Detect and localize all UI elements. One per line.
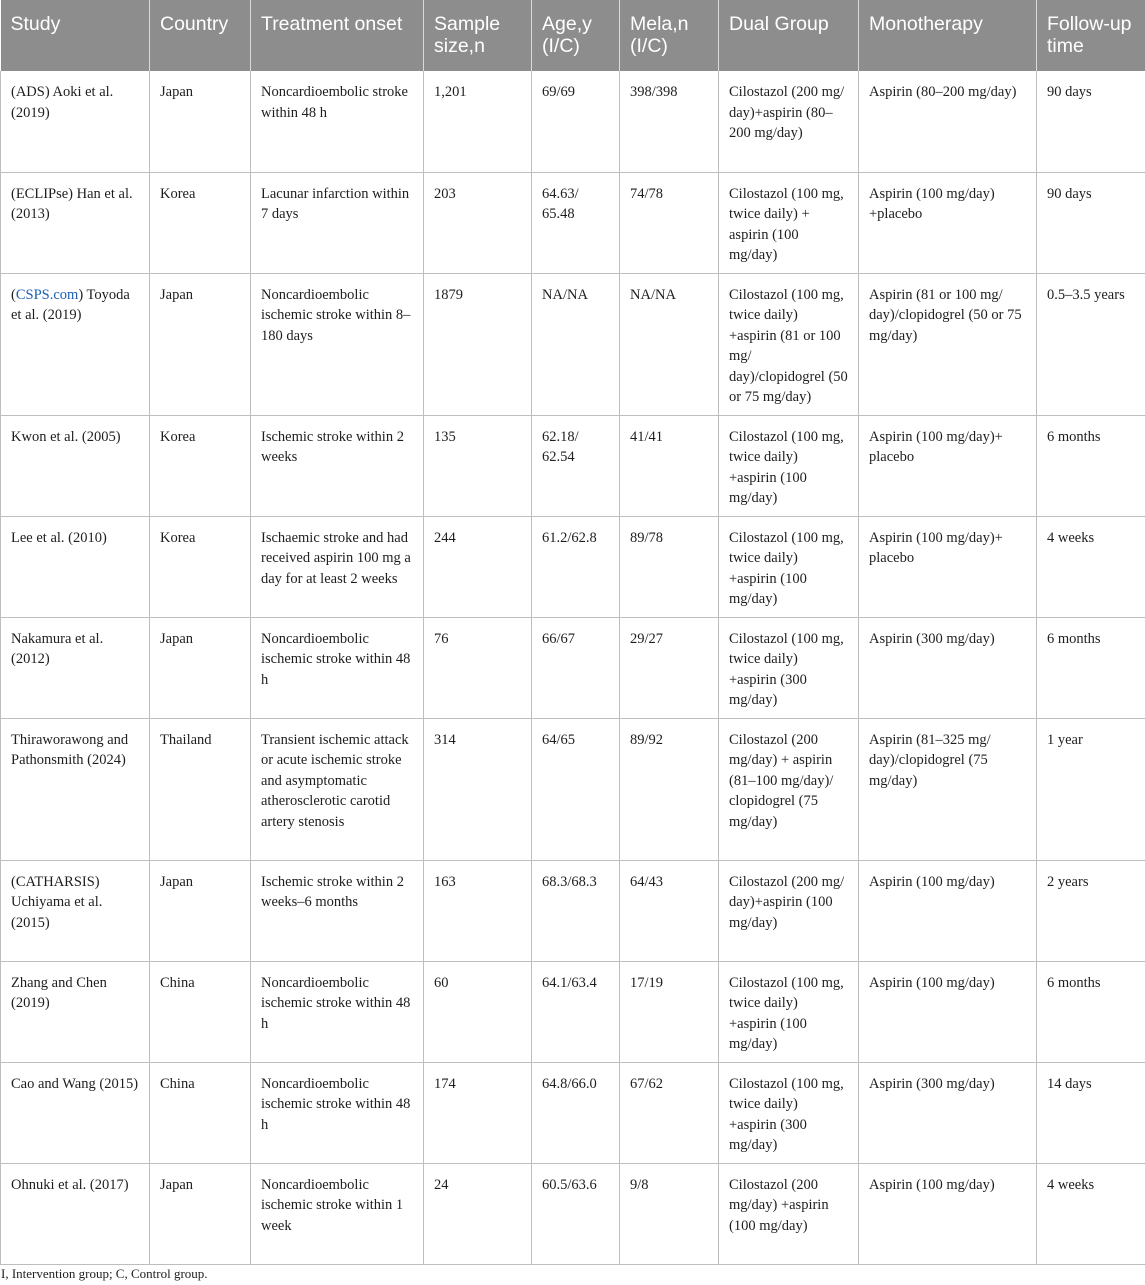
cell-sample-size: 76 xyxy=(424,617,532,718)
cell-follow-up-time: 90 days xyxy=(1037,172,1145,273)
cell-dual-group: Cilostazol (100 mg, twice daily) +aspirin (300 mg/day) xyxy=(719,1062,859,1163)
cell-follow-up-time: 0.5–3.5 years xyxy=(1037,273,1145,415)
cell-study xyxy=(1,1062,150,1163)
cell-mela: 74/78 xyxy=(620,172,719,273)
cell-study xyxy=(1,617,150,718)
study-text: Nakamura et al. (2012) xyxy=(11,630,104,667)
column-header-age[interactable]: Age,y (I/C) xyxy=(532,0,620,71)
cell-monotherapy: Aspirin (81–325 mg/ day)/clopidogrel (75 mg/day) xyxy=(859,718,1037,860)
cell-follow-up-time: 4 weeks xyxy=(1037,1163,1145,1264)
cell-follow-up-time: 90 days xyxy=(1037,71,1145,172)
cell-study xyxy=(1,1163,150,1264)
cell-mela: 17/19 xyxy=(620,961,719,1062)
cell-mela: 67/62 xyxy=(620,1062,719,1163)
study-text: Zhang and Chen (2019) xyxy=(11,974,107,1011)
cell-monotherapy: Aspirin (300 mg/day) xyxy=(859,1062,1037,1163)
column-header-mela[interactable]: Mela,n (I/C) xyxy=(620,0,719,71)
cell-dual-group: Cilostazol (200 mg/ day)+aspirin (100 mg/day) xyxy=(719,860,859,961)
column-header-study[interactable]: Study xyxy=(1,0,150,71)
study-text: Lee et al. (2010) xyxy=(11,529,107,546)
cell-monotherapy: Aspirin (100 mg/day)+ placebo xyxy=(859,516,1037,617)
cell-country: Japan xyxy=(150,273,251,415)
column-header-sample-size[interactable]: Sample size,n xyxy=(424,0,532,71)
cell-sample-size: 174 xyxy=(424,1062,532,1163)
study-text: (CATHARSIS) Uchiyama et al. (2015) xyxy=(11,873,103,931)
cell-dual-group: Cilostazol (100 mg, twice daily) +aspirin (100 mg/day) xyxy=(719,415,859,516)
cell-mela: 89/92 xyxy=(620,718,719,860)
cell-monotherapy: Aspirin (100 mg/day)+ placebo xyxy=(859,415,1037,516)
cell-country: Korea xyxy=(150,415,251,516)
cell-study xyxy=(1,718,150,860)
cell-age: 64.63/ 65.48 xyxy=(532,172,620,273)
cell-sample-size: 1879 xyxy=(424,273,532,415)
table-row xyxy=(1,71,1145,172)
cell-dual-group: Cilostazol (200 mg/day) +aspirin (100 mg/day) xyxy=(719,1163,859,1264)
cell-mela: 29/27 xyxy=(620,617,719,718)
cell-treatment-onset: Noncardioembolic ischemic stroke within 48 h xyxy=(251,961,424,1062)
cell-sample-size: 244 xyxy=(424,516,532,617)
cell-treatment-onset: Ischaemic stroke and had received aspirin 100 mg a day for at least 2 weeks xyxy=(251,516,424,617)
cell-follow-up-time: 6 months xyxy=(1037,961,1145,1062)
header-row xyxy=(1,0,1145,71)
cell-follow-up-time: 6 months xyxy=(1037,415,1145,516)
cell-age: 64.8/66.0 xyxy=(532,1062,620,1163)
cell-mela: 64/43 xyxy=(620,860,719,961)
cell-country: Japan xyxy=(150,1163,251,1264)
cell-treatment-onset: Lacunar infarction within 7 days xyxy=(251,172,424,273)
cell-treatment-onset: Noncardioembolic ischemic stroke within 1 week xyxy=(251,1163,424,1264)
study-text: Ohnuki et al. (2017) xyxy=(11,1176,129,1193)
study-text: Kwon et al. (2005) xyxy=(11,428,121,445)
cell-age: 69/69 xyxy=(532,71,620,172)
cell-treatment-onset: Ischemic stroke within 2 weeks–6 months xyxy=(251,860,424,961)
cell-age: 64/65 xyxy=(532,718,620,860)
table-row xyxy=(1,718,1145,860)
column-header-treatment-onset[interactable]: Treatment onset xyxy=(251,0,424,71)
cell-country: China xyxy=(150,1062,251,1163)
table-row xyxy=(1,172,1145,273)
cell-study xyxy=(1,516,150,617)
table-body xyxy=(1,71,1145,1264)
cell-age: 61.2/62.8 xyxy=(532,516,620,617)
cell-study xyxy=(1,415,150,516)
cell-dual-group: Cilostazol (100 mg, twice daily) +aspirin (100 mg/day) xyxy=(719,961,859,1062)
cell-dual-group: Cilostazol (200 mg/ day)+aspirin (80–200 mg/day) xyxy=(719,71,859,172)
column-header-monotherapy[interactable]: Monotherapy xyxy=(859,0,1037,71)
cell-follow-up-time: 2 years xyxy=(1037,860,1145,961)
cell-country: Korea xyxy=(150,516,251,617)
cell-treatment-onset: Noncardioembolic ischemic stroke within 8–180 days xyxy=(251,273,424,415)
cell-mela: NA/NA xyxy=(620,273,719,415)
cell-age: 64.1/63.4 xyxy=(532,961,620,1062)
cell-monotherapy: Aspirin (81 or 100 mg/ day)/clopidogrel (50 or 75 mg/day) xyxy=(859,273,1037,415)
table-footnote: I, Intervention group; C, Control group. xyxy=(1,1266,208,1281)
table-row xyxy=(1,273,1145,415)
cell-study xyxy=(1,273,150,415)
cell-mela: 41/41 xyxy=(620,415,719,516)
study-text: Cao and Wang (2015) xyxy=(11,1075,139,1092)
cell-follow-up-time: 1 year xyxy=(1037,718,1145,860)
cell-sample-size: 314 xyxy=(424,718,532,860)
cell-study xyxy=(1,172,150,273)
study-text: Thiraworawong and Pathonsmith (2024) xyxy=(11,731,129,768)
cell-country: China xyxy=(150,961,251,1062)
cell-sample-size: 24 xyxy=(424,1163,532,1264)
study-text: (ECLIPse) Han et al. (2013) xyxy=(11,185,133,222)
cell-monotherapy: Aspirin (100 mg/day) xyxy=(859,1163,1037,1264)
cell-monotherapy: Aspirin (100 mg/day) +placebo xyxy=(859,172,1037,273)
cell-mela: 89/78 xyxy=(620,516,719,617)
cell-country: Thailand xyxy=(150,718,251,860)
cell-study xyxy=(1,860,150,961)
cell-mela: 398/398 xyxy=(620,71,719,172)
cell-mela: 9/8 xyxy=(620,1163,719,1264)
cell-age: 68.3/68.3 xyxy=(532,860,620,961)
table-row xyxy=(1,860,1145,961)
cell-treatment-onset: Transient ischemic attack or acute ischemic stroke and asymptomatic atherosclerotic carotid artery stenosis xyxy=(251,718,424,860)
table-row xyxy=(1,1062,1145,1163)
column-header-dual-group[interactable]: Dual Group xyxy=(719,0,859,71)
cell-age: 66/67 xyxy=(532,617,620,718)
cell-follow-up-time: 6 months xyxy=(1037,617,1145,718)
cell-treatment-onset: Noncardioembolic stroke within 48 h xyxy=(251,71,424,172)
table-row xyxy=(1,1163,1145,1264)
cell-treatment-onset: Noncardioembolic ischemic stroke within 48 h xyxy=(251,617,424,718)
cell-age: NA/NA xyxy=(532,273,620,415)
cell-monotherapy: Aspirin (100 mg/day) xyxy=(859,860,1037,961)
cell-monotherapy: Aspirin (300 mg/day) xyxy=(859,617,1037,718)
cell-sample-size: 60 xyxy=(424,961,532,1062)
cell-monotherapy: Aspirin (100 mg/day) xyxy=(859,961,1037,1062)
study-link[interactable]: CSPS.com xyxy=(15,286,79,303)
table-row xyxy=(1,617,1145,718)
cell-dual-group: Cilostazol (100 mg, twice daily) +aspirin (300 mg/day) xyxy=(719,617,859,718)
cell-dual-group: Cilostazol (100 mg, twice daily) + aspirin (100 mg/day) xyxy=(719,172,859,273)
cell-age: 62.18/ 62.54 xyxy=(532,415,620,516)
cell-country: Japan xyxy=(150,860,251,961)
cell-dual-group: Cilostazol (100 mg, twice daily) +aspirin (81 or 100 mg/ day)/clopidogrel (50 or 75 mg/day) xyxy=(719,273,859,415)
study-text: ( xyxy=(11,286,16,303)
cell-age: 60.5/63.6 xyxy=(532,1163,620,1264)
cell-dual-group: Cilostazol (100 mg, twice daily) +aspirin (100 mg/day) xyxy=(719,516,859,617)
cell-study xyxy=(1,71,150,172)
cell-country: Japan xyxy=(150,71,251,172)
cell-sample-size: 163 xyxy=(424,860,532,961)
cell-sample-size: 1,201 xyxy=(424,71,532,172)
table-row xyxy=(1,415,1145,516)
column-header-follow-up-time[interactable]: Follow-up time xyxy=(1047,13,1132,57)
cell-sample-size: 135 xyxy=(424,415,532,516)
cell-sample-size: 203 xyxy=(424,172,532,273)
cell-country: Japan xyxy=(150,617,251,718)
cell-follow-up-time: 4 weeks xyxy=(1037,516,1145,617)
study-text-suffix: ) Toyoda et al. (2019) xyxy=(11,286,130,323)
table-row xyxy=(1,516,1145,617)
study-text: (ADS) Aoki et al. (2019) xyxy=(11,84,114,121)
cell-study xyxy=(1,961,150,1062)
cell-follow-up-time: 14 days xyxy=(1037,1062,1145,1163)
cell-country: Korea xyxy=(150,172,251,273)
table-row xyxy=(1,961,1145,1062)
cell-treatment-onset: Noncardioembolic ischemic stroke within 48 h xyxy=(251,1062,424,1163)
cell-dual-group: Cilostazol (200 mg/day) + aspirin (81–100 mg/day)/ clopidogrel (75 mg/day) xyxy=(719,718,859,860)
cell-treatment-onset: Ischemic stroke within 2 weeks xyxy=(251,415,424,516)
column-header-country[interactable]: Country xyxy=(150,0,251,71)
cell-monotherapy: Aspirin (80–200 mg/day) xyxy=(859,71,1037,172)
